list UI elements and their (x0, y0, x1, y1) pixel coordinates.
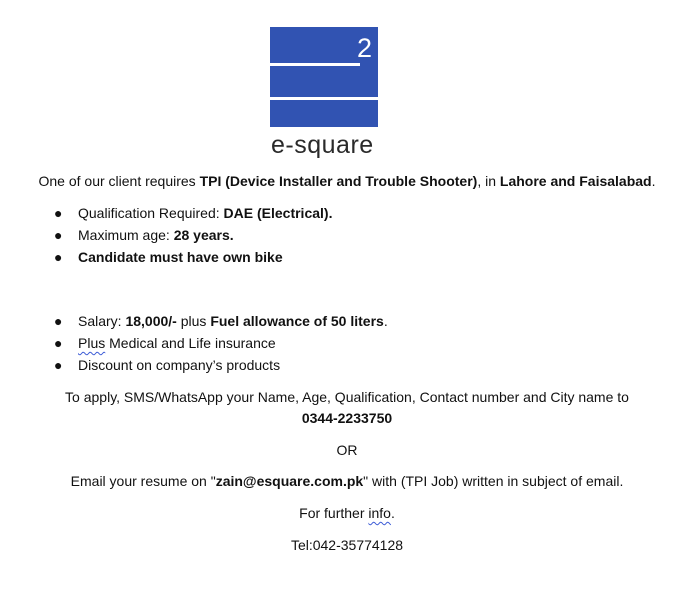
benefit-salary (78, 312, 388, 330)
bullet-icon: ● (54, 335, 63, 351)
fuel-allowance: Fuel allowance of 50 liters (210, 313, 384, 329)
intro-suffix: . (651, 173, 656, 189)
bullet-icon: ● (54, 357, 63, 373)
medical-word: Plus (78, 335, 106, 351)
logo-superscript: 2 (357, 33, 373, 63)
bullet-icon: ● (54, 313, 63, 329)
salary-end: . (383, 313, 388, 329)
bullet-icon: ● (54, 249, 63, 265)
bullet-icon: ● (54, 205, 63, 221)
discount-text: Discount on company’s products (78, 357, 281, 373)
intro-line (0, 172, 694, 190)
apply-phone (0, 409, 694, 427)
apply-instructions: To apply, SMS/WhatsApp your Name, Age, Qualification, Contact number and City name to (65, 389, 629, 405)
intro-middle: , in (477, 173, 500, 189)
phone-number: 0344-2233750 (301, 410, 393, 426)
telephone-line: Tel:042-35774128 (290, 537, 404, 553)
company-logo (269, 25, 381, 160)
requirement-value: Candidate must have own bike (78, 249, 283, 265)
medical-rest: Medical and Life insurance (105, 335, 276, 351)
info-suffix: . (390, 505, 395, 521)
email-prefix: Email your resume on " (70, 473, 216, 489)
salary-value: 18,000/- (125, 313, 177, 329)
salary-mid: plus (176, 313, 211, 329)
requirement-label: Qualification Required: (78, 205, 224, 221)
intro-cities: Lahore and Faisalabad (499, 173, 652, 189)
or-separator: OR (336, 442, 358, 458)
info-word: info (368, 505, 391, 521)
logo-wordmark: e-square (271, 131, 374, 159)
email-line (0, 472, 694, 490)
email-address: zain@esquare.com.pk (215, 473, 364, 489)
intro-position: TPI (Device Installer and Trouble Shooter) (199, 173, 478, 189)
requirement-qualification (78, 204, 332, 222)
intro-prefix: One of our client requires (38, 173, 200, 189)
benefit-medical (78, 334, 276, 352)
requirement-value: DAE (Electrical). (223, 205, 333, 221)
benefit-discount (78, 356, 280, 374)
logo-mark (270, 27, 378, 131)
email-suffix: " with (TPI Job) written in subject of email. (363, 473, 624, 489)
info-prefix: For further (299, 505, 369, 521)
requirement-bike (78, 248, 283, 266)
requirement-value: 28 years. (173, 227, 234, 243)
requirement-age (78, 226, 234, 244)
requirement-label: Maximum age: (78, 227, 174, 243)
bullet-icon: ● (54, 227, 63, 243)
salary-label: Salary: (78, 313, 126, 329)
further-info-line (0, 504, 694, 522)
logo-e-shape-icon (270, 27, 378, 131)
